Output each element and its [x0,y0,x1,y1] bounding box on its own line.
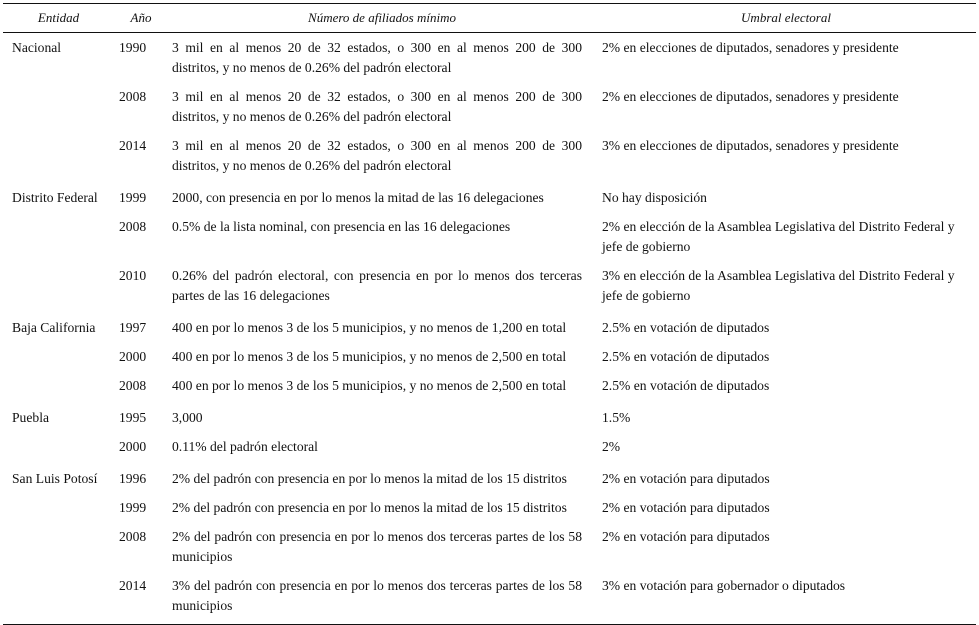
cell-umbral: 2.5% en votación de diputados [602,378,770,393]
table-body [3,33,976,625]
cell-ano: 2000 [119,349,147,364]
header-numero: Número de afiliados mínimo [308,10,456,25]
cell-ano: 2010 [119,268,147,283]
cell-umbral: 2% [602,439,621,454]
table-row [3,375,976,404]
cell-ano: 1997 [119,320,147,335]
table-row [3,314,976,346]
cell-numero: 2% del padrón con presencia en por lo menos la mitad de los 15 distritos [172,471,567,486]
table-row [3,497,976,526]
cell-entidad: Puebla [12,410,49,425]
cell-numero: 400 en por lo menos 3 de los 5 municipios, y no menos de 1,200 en total [172,320,567,335]
table-row [3,184,976,216]
header-entidad: Entidad [37,10,80,25]
cell-numero: 3 mil en al menos 20 de 32 estados, o 300 en al menos 200 de 300 distritos, y no menos de 0.26% del padrón electoral [172,40,582,75]
table-row [3,135,976,184]
thresholds-table [3,3,976,625]
cell-entidad [3,265,114,314]
cell-numero: 3 mil en al menos 20 de 32 estados, o 300 en al menos 200 de 300 distritos, y no menos de 0.26% del padrón electoral [172,138,582,173]
table-row [3,33,976,87]
cell-umbral: 2% en elecciones de diputados, senadores y presidente [602,89,899,104]
cell-umbral: 2% en votación para diputados [602,500,770,515]
cell-umbral: 3% en elecciones de diputados, senadores y presidente [602,138,899,153]
cell-entidad: Nacional [12,40,62,55]
table-row [3,436,976,465]
cell-ano: 2000 [119,439,147,454]
cell-numero: 0.11% del padrón electoral [172,439,318,454]
table-header [3,4,976,33]
cell-entidad [3,86,114,135]
cell-entidad [3,436,114,465]
cell-numero: 400 en por lo menos 3 de los 5 municipios, y no menos de 2,500 en total [172,349,567,364]
cell-umbral: 3% en votación para gobernador o diputados [602,578,846,593]
cell-ano: 1995 [119,410,147,425]
table-row [3,404,976,436]
cell-numero: 2% del padrón con presencia en por lo menos la mitad de los 15 distritos [172,500,567,515]
cell-numero: 3% del padrón con presencia en por lo menos dos terceras partes de los 58 municipios [172,578,582,613]
cell-umbral: 2.5% en votación de diputados [602,320,770,335]
cell-ano: 2008 [119,529,147,544]
cell-ano: 2008 [119,89,147,104]
cell-umbral: 2% en elección de la Asamblea Legislativa del Distrito Federal y jefe de gobierno [602,219,955,254]
cell-entidad [3,575,114,625]
header-umbral: Umbral electoral [741,10,831,25]
table-row [3,86,976,135]
header-row [3,4,976,33]
cell-ano: 2014 [119,578,147,593]
cell-entidad: San Luis Potosí [12,471,98,486]
cell-ano: 1999 [119,500,147,515]
cell-numero: 2000, con presencia en por lo menos la mitad de las 16 delegaciones [172,190,544,205]
cell-umbral: No hay disposición [602,190,707,205]
cell-umbral: 2.5% en votación de diputados [602,349,770,364]
cell-ano: 2008 [119,219,147,234]
cell-ano: 1999 [119,190,147,205]
table-row [3,465,976,497]
table-row [3,265,976,314]
cell-entidad [3,135,114,184]
cell-entidad [3,346,114,375]
cell-entidad [3,497,114,526]
cell-entidad: Distrito Federal [12,190,98,205]
cell-umbral: 1.5% [602,410,631,425]
table-row [3,346,976,375]
cell-numero: 2% del padrón con presencia en por lo menos dos terceras partes de los 58 municipios [172,529,582,564]
cell-ano: 1990 [119,40,147,55]
cell-umbral: 3% en elección de la Asamblea Legislativa del Distrito Federal y jefe de gobierno [602,268,955,303]
header-ano: Año [130,10,152,25]
cell-ano: 2008 [119,378,147,393]
cell-numero: 400 en por lo menos 3 de los 5 municipios, y no menos de 2,500 en total [172,378,567,393]
cell-numero: 3,000 [172,410,203,425]
cell-umbral: 2% en votación para diputados [602,529,770,544]
cell-numero: 0.5% de la lista nominal, con presencia en las 16 delegaciones [172,219,511,234]
cell-entidad [3,216,114,265]
cell-umbral: 2% en votación para diputados [602,471,770,486]
cell-entidad [3,526,114,575]
table-row [3,575,976,625]
cell-entidad [3,375,114,404]
table-row [3,216,976,265]
cell-numero: 3 mil en al menos 20 de 32 estados, o 300 en al menos 200 de 300 distritos, y no menos de 0.26% del padrón electoral [172,89,582,124]
cell-entidad: Baja California [12,320,96,335]
cell-ano: 1996 [119,471,147,486]
cell-ano: 2014 [119,138,147,153]
cell-umbral: 2% en elecciones de diputados, senadores y presidente [602,40,899,55]
cell-numero: 0.26% del padrón electoral, con presencia en por lo menos dos terceras partes de las 16 delegaciones [172,268,582,303]
table-row [3,526,976,575]
